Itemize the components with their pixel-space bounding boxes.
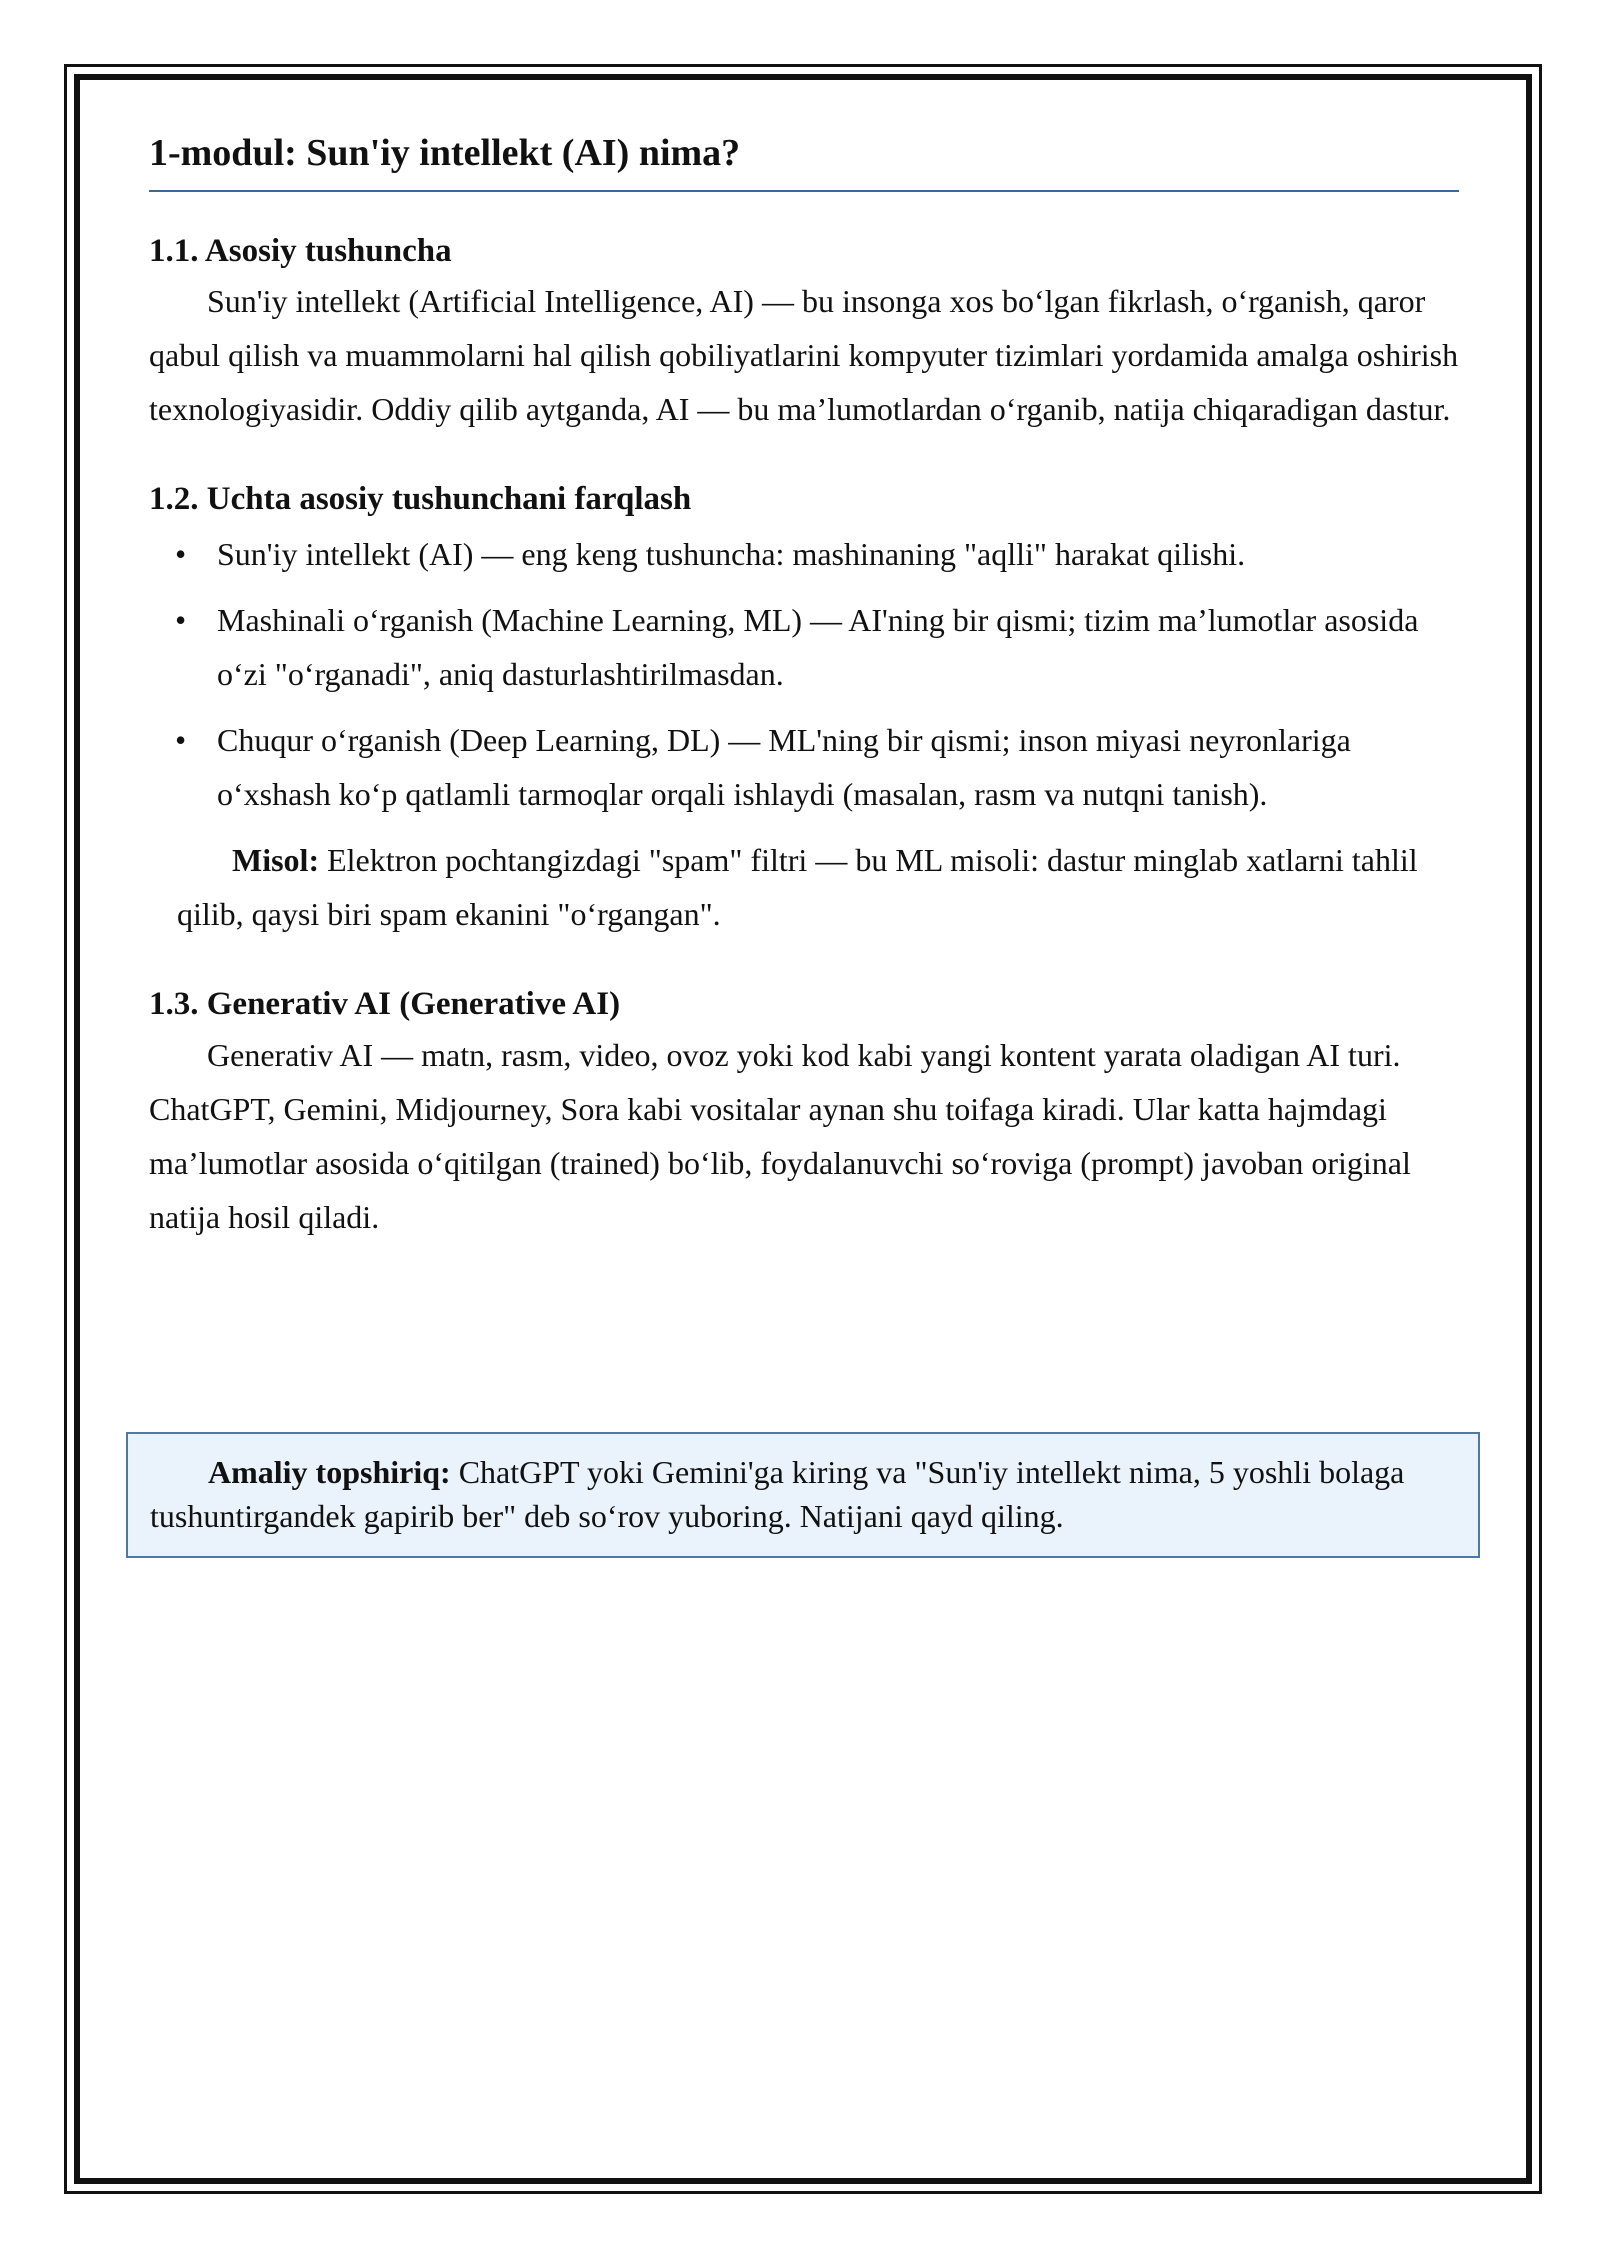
practical-task-box — [126, 1432, 1480, 1558]
example-label: Misol: — [232, 842, 320, 879]
practical-task-body: ChatGPT yoki Gemini'ga kiring va "Sun'iy intellekt nima, 5 yoshli bolaga tushuntirgandek gapirib ber" deb so‘rov yuboring. Natijani qayd qiling. — [150, 1454, 1405, 1534]
module-title: 1-modul: Sun'iy intellekt (AI) nima? — [149, 130, 1459, 192]
section-heading-1-2: 1.2. Uchta asosiy tushunchani farqlash — [149, 481, 692, 518]
practical-task-text — [150, 1450, 1458, 1538]
section-1-1-paragraph: Sun'iy intellekt (Artificial Intelligence, AI) — bu insonga xos bo‘lgan fikrlash, o‘rganish, qaror qabul qilish va muammolarni hal qilish qobiliyatlarini kompyuter tizimlari yordamida amalga oshirish texnologiyasidir. Oddiy qilib aytganda, AI — bu ma’lumotlardan o‘rganib, natija chiqaradigan dastur. — [149, 283, 1459, 428]
bullet-icon: • — [175, 602, 187, 639]
list-item-text: Sun'iy intellekt (AI) — eng keng tushuncha: mashinaning "aqlli" harakat qilishi. — [217, 536, 1246, 573]
concept-list — [149, 527, 1459, 821]
list-item — [149, 713, 1459, 821]
bullet-icon: • — [175, 722, 187, 759]
example-text: Elektron pochtangizdagi "spam" filtri — bu ML misoli: dastur minglab xatlarni tahlil qilib, qaysi biri spam ekanini "o‘rgangan". — [177, 842, 1418, 933]
practical-task-label: Amaliy topshiriq: — [208, 1454, 451, 1490]
page-content — [149, 130, 1459, 1244]
section-heading-1-3: 1.3. Generativ AI (Generative AI) — [149, 986, 621, 1023]
list-item — [149, 593, 1459, 701]
section-heading-1-1: 1.1. Asosiy tushuncha — [149, 232, 452, 269]
bullet-icon: • — [175, 536, 187, 573]
example-paragraph — [149, 833, 1459, 941]
list-item — [149, 527, 1459, 581]
list-item-text: Mashinali o‘rganish (Machine Learning, ML) — AI'ning bir qismi; tizim ma’lumotlar asosida o‘zi "o‘rganadi", aniq dasturlashtirilmasdan. — [217, 602, 1419, 693]
list-item-text: Chuqur o‘rganish (Deep Learning, DL) — ML'ning bir qismi; inson miyasi neyronlariga o‘xshash ko‘p qatlamli tarmoqlar orqali ishlaydi (masalan, rasm va nutqni tanish). — [217, 722, 1351, 813]
section-1-3-paragraph: Generativ AI — matn, rasm, video, ovoz yoki kod kabi yangi kontent yarata oladigan AI turi. ChatGPT, Gemini, Midjourney, Sora kabi vositalar aynan shu toifaga kiradi. Ular katta hajmdagi ma’lumotlar asosida o‘qitilgan (trained) bo‘lib, foydalanuvchi so‘roviga (prompt) javoban original natija hosil qiladi. — [149, 1037, 1411, 1236]
